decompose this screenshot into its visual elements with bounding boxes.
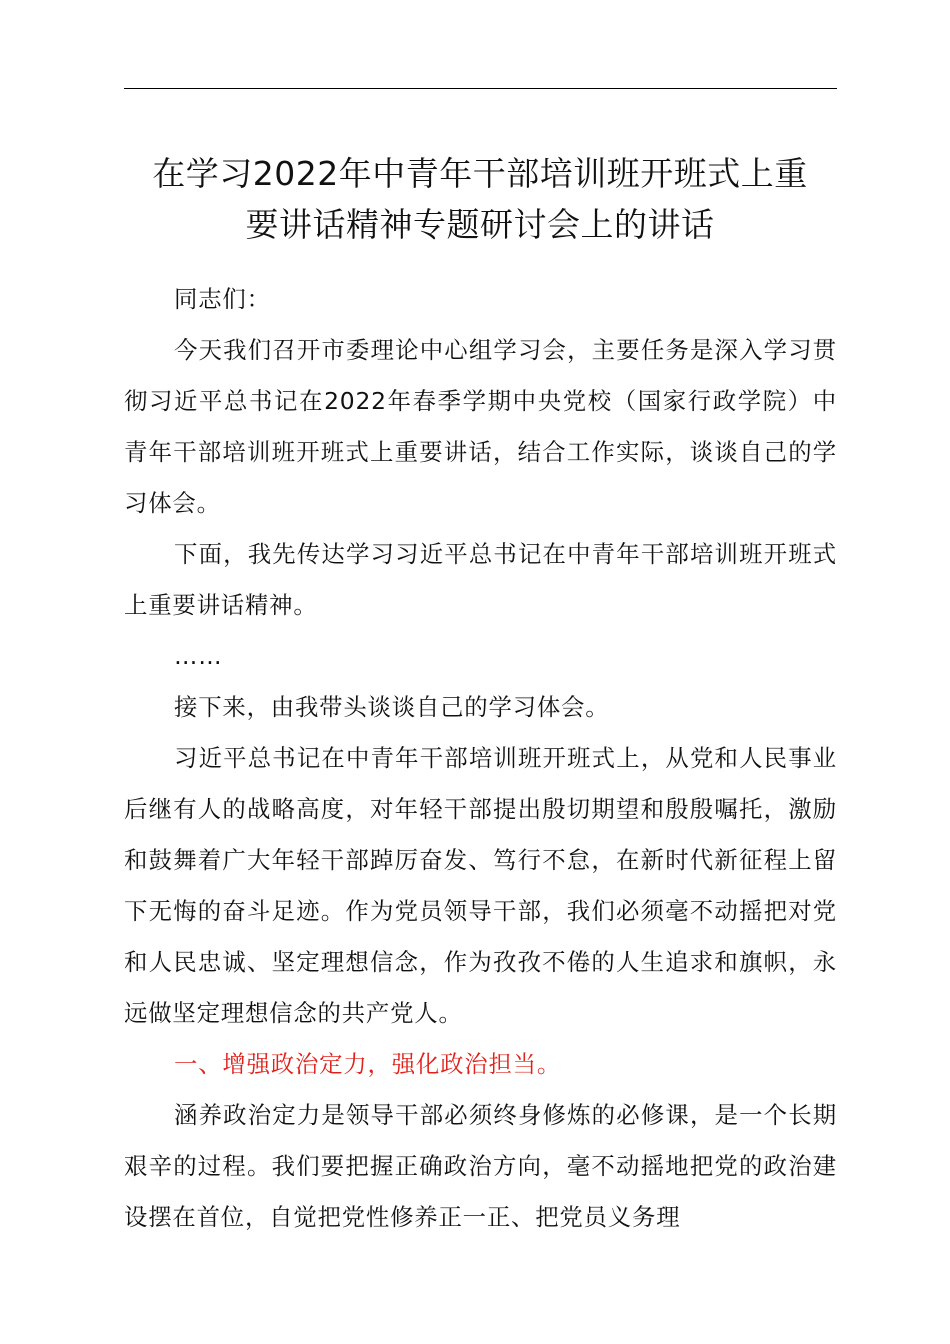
paragraph-intro: 今天我们召开市委理论中心组学习会，主要任务是深入学习贯彻习近平总书记在2022年春季学期中央党校（国家行政学院）中青年干部培训班开班式上重要讲话，结合工作实际，谈谈自己的学习体会。 [124, 336, 837, 517]
paragraph-relay: 下面，我先传达学习习近平总书记在中青年干部培训班开班式上重要讲话精神。 [124, 540, 837, 619]
paragraph-transition: 接下来，由我带头谈谈自己的学习体会。 [174, 693, 610, 721]
title-line-2: 要讲话精神专题研讨会上的讲话 [245, 205, 715, 244]
section-heading-1: 一、增强政治定力，强化政治担当。 [174, 1050, 562, 1078]
document-title [110, 148, 850, 250]
paragraph-ellipsis: …… [174, 642, 223, 670]
document-body [124, 274, 837, 1243]
header-rule [124, 88, 837, 89]
paragraph-main: 习近平总书记在中青年干部培训班开班式上，从党和人民事业后继有人的战略高度，对年轻干部提出殷切期望和殷殷嘱托，激励和鼓舞着广大年轻干部踔厉奋发、笃行不怠，在新时代新征程上留下无悔的奋斗足迹。作为党员领导干部，我们必须毫不动摇把对党和人民忠诚、坚定理想信念，作为孜孜不倦的人生追求和旗帜，永远做坚定理想信念的共产党人。 [124, 744, 837, 1027]
salutation: 同志们： [174, 285, 271, 313]
paragraph-section-1: 涵养政治定力是领导干部必须终身修炼的必修课，是一个长期艰辛的过程。我们要把握正确政治方向，毫不动摇地把党的政治建设摆在首位，自觉把党性修养正一正、把党员义务理 [124, 1101, 837, 1231]
title-line-1: 在学习2022年中青年干部培训班开班式上重 [152, 154, 808, 193]
